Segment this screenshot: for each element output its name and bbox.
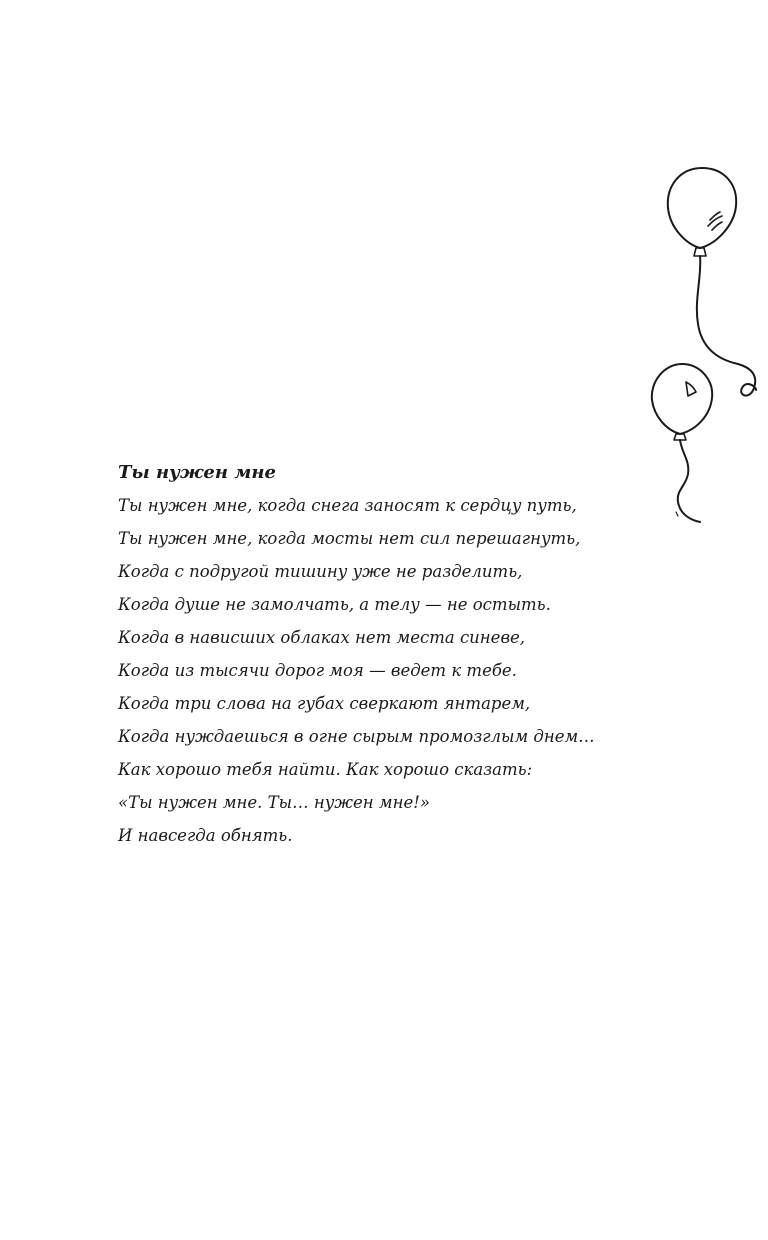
poem-line: Когда с подругой тишину уже не разделить,: [118, 562, 523, 581]
poem-line: Когда из тысячи дорог моя — ведет к тебе.: [118, 661, 517, 680]
poem-line: Когда душе не замолчать, а телу — не остыть.: [118, 595, 551, 614]
poem-line: Ты нужен мне, когда снега заносят к сердцу путь,: [118, 496, 577, 515]
lower-balloon-shine: [686, 382, 696, 396]
poem-line: Когда нуждаешься в огне сырым промозглым днем…: [118, 727, 595, 746]
poem: [118, 456, 638, 852]
poem-line: «Ты нужен мне. Ты… нужен мне!»: [118, 793, 430, 812]
two-balloons-icon: [630, 160, 768, 540]
upper-balloon: [668, 168, 736, 248]
lower-balloon-string: [678, 440, 700, 522]
upper-balloon-shine: [708, 212, 722, 230]
poem-line: Когда три слова на губах сверкают янтарем,: [118, 694, 531, 713]
poem-title: Ты нужен мне: [118, 462, 276, 483]
upper-balloon-knot: [694, 248, 706, 256]
lower-balloon: [652, 364, 712, 434]
poem-line: И навсегда обнять.: [118, 826, 293, 845]
poem-line: Ты нужен мне, когда мосты нет сил перешагнуть,: [118, 529, 581, 548]
poem-line: Когда в нависших облаках нет места синеве,: [118, 628, 526, 647]
poem-line: Как хорошо тебя найти. Как хорошо сказать:: [118, 760, 533, 779]
poem-lines: [118, 489, 638, 852]
